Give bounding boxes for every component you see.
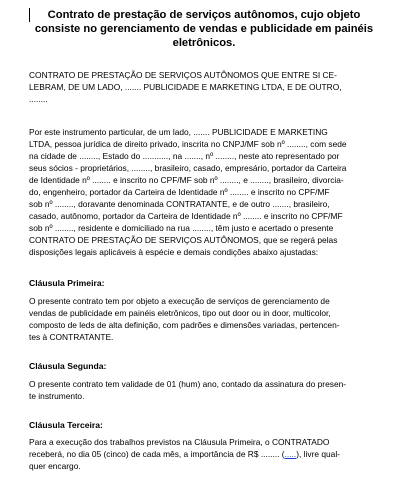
preamble-line: de Identidade nº ........ e inscrito no CPF/MF sob nº ........, e ........, brasileiro, divorcia- <box>29 175 344 185</box>
clause-1-line: vendas de publicidade em painéis eletrônicos, tipo out door ou in door, multicolor, <box>29 308 331 318</box>
clause-2-heading: Cláusula Segunda: <box>29 361 107 371</box>
preamble-line: do, engenheiro, portador da Carteira de Identidade nº ........ e inscrito no CPF/MF <box>29 187 330 197</box>
preamble-line: sob nº ........, doravante denominada CONTRATANTE, e de outro ......., brasileiro, <box>29 199 330 209</box>
preamble-line: CONTRATO DE PRESTAÇÃO DE SERVIÇOS AUTÔNOMOS, que se regerá pelas <box>29 235 338 245</box>
clause-2-line: O presente contrato tem validade de 01 (hum) ano, contado da assinatura do presen- <box>29 379 347 389</box>
preamble-line: sob nº ........, residente e domiciliado na rua ........, têm justo e acertado o presente <box>29 223 334 233</box>
preamble-line: LTDA, pessoa jurídica de direito privado, inscrita no CNPJ/MF sob nº ........, com sede <box>29 139 347 149</box>
intro-line: CONTRATO DE PRESTAÇÃO DE SERVIÇOS AUTÔNOMOS QUE ENTRE SI CE- <box>29 70 337 80</box>
preamble-line: disposições legais aplicáveis à espécie e demais condições abaixo ajustadas: <box>29 247 319 257</box>
clause-1-line: composto de leds de alta definição, com padrões e dimensões variadas, pertencen- <box>29 320 340 330</box>
clause-2-line: te instrumento. <box>29 391 85 401</box>
preamble-line: casado, autônomo, portador da Carteira de Identidade nº ........ e inscrito no CPF/MF <box>29 211 343 221</box>
clause-3-line-text: receberá, no dia 05 (cinco) de cada mês, a importância de R$ ........ ( <box>29 449 285 459</box>
clause-1-line: tes à CONTRATANTE. <box>29 332 114 342</box>
clause-3-heading: Cláusula Terceira: <box>29 420 103 430</box>
intro-line: ........ <box>29 94 48 104</box>
preamble-line: na cidade de ........, Estado do ..........., na ......., nº ........, neste ato representado por <box>29 151 340 161</box>
amount-link[interactable]: ..... <box>284 449 297 459</box>
document-title: Contrato de prestação de serviços autônomos, cujo objeto consiste no gerenciamento de vendas e publicidade em painéis eletrônicos. <box>34 9 374 49</box>
clause-1-heading: Cláusula Primeira: <box>29 278 105 288</box>
preamble-line: seus sócios - proprietários, ........, brasileiro, casado, empresário, portador da Carteira <box>29 163 347 173</box>
clause-1-line: O presente contrato tem por objeto a execução de serviços de gerenciamento de <box>29 296 330 306</box>
clause-3-line <box>29 449 379 460</box>
intro-line: LEBRAM, DE UM LADO, ....... PUBLICIDADE E MARKETING LTDA, E DE OUTRO, <box>29 82 342 92</box>
clause-3-line: Para a execução dos trabalhos previstos na Cláusula Primeira, o CONTRATADO <box>29 437 330 447</box>
clause-3-line-end: ), livre qual- <box>296 449 340 459</box>
clause-3-line: quer encargo. <box>29 461 81 471</box>
preamble-line: Por este instrumento particular, de um lado, ....... PUBLICIDADE E MARKETING <box>29 127 328 137</box>
